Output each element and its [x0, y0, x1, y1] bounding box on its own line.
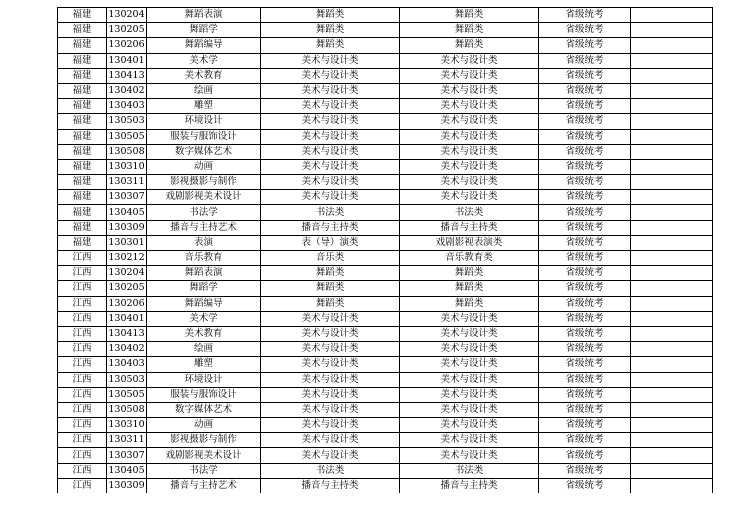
subcategory-cell: 美术与设计类 [400, 114, 539, 129]
major-code-cell: 130310 [107, 418, 147, 433]
table-row [58, 53, 713, 68]
remark-cell [631, 83, 713, 98]
subcategory-cell: 美术与设计类 [400, 448, 539, 463]
subcategory-cell: 戏剧影视表演类 [400, 235, 539, 250]
major-code-cell: 130401 [107, 311, 147, 326]
table-row [58, 220, 713, 235]
subcategory-cell: 舞蹈类 [400, 8, 539, 23]
table-row [58, 372, 713, 387]
province-cell: 福建 [58, 83, 107, 98]
major-code-cell: 130311 [107, 175, 147, 190]
exam-type-cell: 省级统考 [539, 402, 631, 417]
major-name-cell: 音乐教育 [147, 251, 261, 266]
category-cell: 美术与设计类 [261, 387, 400, 402]
remark-cell [631, 266, 713, 281]
remark-cell [631, 114, 713, 129]
province-cell: 江西 [58, 251, 107, 266]
subcategory-cell: 美术与设计类 [400, 175, 539, 190]
exam-type-cell: 省级统考 [539, 478, 631, 493]
major-name-cell: 服装与服饰设计 [147, 387, 261, 402]
table-row [58, 251, 713, 266]
category-cell: 美术与设计类 [261, 129, 400, 144]
remark-cell [631, 251, 713, 266]
major-name-cell: 雕塑 [147, 357, 261, 372]
major-name-cell: 书法学 [147, 463, 261, 478]
exam-type-cell: 省级统考 [539, 190, 631, 205]
table-row [58, 99, 713, 114]
category-cell: 美术与设计类 [261, 175, 400, 190]
category-cell: 美术与设计类 [261, 448, 400, 463]
exam-type-cell: 省级统考 [539, 83, 631, 98]
remark-cell [631, 387, 713, 402]
major-code-cell: 130405 [107, 205, 147, 220]
category-cell: 美术与设计类 [261, 402, 400, 417]
table-row [58, 205, 713, 220]
remark-cell [631, 296, 713, 311]
remark-cell [631, 159, 713, 174]
major-name-cell: 播音与主持艺术 [147, 478, 261, 493]
major-code-cell: 130309 [107, 478, 147, 493]
major-code-cell: 130205 [107, 281, 147, 296]
exam-type-cell: 省级统考 [539, 23, 631, 38]
table-row [58, 83, 713, 98]
remark-cell [631, 68, 713, 83]
remark-cell [631, 205, 713, 220]
table-row [58, 448, 713, 463]
category-cell: 播音与主持类 [261, 220, 400, 235]
remark-cell [631, 8, 713, 23]
major-name-cell: 动画 [147, 418, 261, 433]
exam-type-cell: 省级统考 [539, 114, 631, 129]
province-cell: 福建 [58, 129, 107, 144]
subcategory-cell: 美术与设计类 [400, 433, 539, 448]
category-cell: 美术与设计类 [261, 326, 400, 341]
major-code-cell: 130204 [107, 8, 147, 23]
province-cell: 福建 [58, 53, 107, 68]
exam-type-cell: 省级统考 [539, 296, 631, 311]
category-cell: 美术与设计类 [261, 190, 400, 205]
table-row [58, 23, 713, 38]
major-code-cell: 130311 [107, 433, 147, 448]
subcategory-cell: 美术与设计类 [400, 402, 539, 417]
table-row [58, 281, 713, 296]
table-row [58, 8, 713, 23]
remark-cell [631, 326, 713, 341]
province-cell: 福建 [58, 220, 107, 235]
exam-type-cell: 省级统考 [539, 433, 631, 448]
exam-type-cell: 省级统考 [539, 220, 631, 235]
subcategory-cell: 美术与设计类 [400, 129, 539, 144]
remark-cell [631, 478, 713, 493]
major-code-cell: 130508 [107, 144, 147, 159]
category-cell: 舞蹈类 [261, 266, 400, 281]
category-cell: 美术与设计类 [261, 99, 400, 114]
major-code-cell: 130310 [107, 159, 147, 174]
remark-cell [631, 99, 713, 114]
subcategory-cell: 美术与设计类 [400, 190, 539, 205]
major-code-cell: 130402 [107, 83, 147, 98]
remark-cell [631, 235, 713, 250]
province-cell: 江西 [58, 326, 107, 341]
major-code-cell: 130413 [107, 68, 147, 83]
table-row [58, 38, 713, 53]
table-row [58, 478, 713, 493]
category-cell: 美术与设计类 [261, 433, 400, 448]
major-code-cell: 130402 [107, 342, 147, 357]
table-row [58, 159, 713, 174]
remark-cell [631, 448, 713, 463]
remark-cell [631, 372, 713, 387]
subcategory-cell: 美术与设计类 [400, 372, 539, 387]
table-row [58, 175, 713, 190]
major-name-cell: 舞蹈学 [147, 281, 261, 296]
province-cell: 福建 [58, 68, 107, 83]
subcategory-cell: 播音与主持类 [400, 220, 539, 235]
table-row [58, 387, 713, 402]
province-cell: 福建 [58, 114, 107, 129]
province-cell: 江西 [58, 463, 107, 478]
province-cell: 福建 [58, 23, 107, 38]
subcategory-cell: 美术与设计类 [400, 387, 539, 402]
major-name-cell: 环境设计 [147, 372, 261, 387]
subcategory-cell: 美术与设计类 [400, 83, 539, 98]
major-name-cell: 美术学 [147, 311, 261, 326]
major-name-cell: 舞蹈表演 [147, 8, 261, 23]
category-cell: 舞蹈类 [261, 8, 400, 23]
major-name-cell: 戏剧影视美术设计 [147, 190, 261, 205]
exam-type-cell: 省级统考 [539, 311, 631, 326]
table-body [58, 8, 713, 494]
major-code-cell: 130405 [107, 463, 147, 478]
province-cell: 江西 [58, 311, 107, 326]
subcategory-cell: 舞蹈类 [400, 281, 539, 296]
province-cell: 福建 [58, 144, 107, 159]
major-code-cell: 130204 [107, 266, 147, 281]
remark-cell [631, 311, 713, 326]
major-name-cell: 数字媒体艺术 [147, 144, 261, 159]
exam-type-cell: 省级统考 [539, 38, 631, 53]
province-cell: 江西 [58, 448, 107, 463]
category-cell: 美术与设计类 [261, 144, 400, 159]
subcategory-cell: 播音与主持类 [400, 478, 539, 493]
province-cell: 福建 [58, 8, 107, 23]
province-cell: 江西 [58, 402, 107, 417]
exam-type-cell: 省级统考 [539, 129, 631, 144]
subcategory-cell: 音乐教育类 [400, 251, 539, 266]
exam-type-cell: 省级统考 [539, 326, 631, 341]
major-name-cell: 环境设计 [147, 114, 261, 129]
table-row [58, 129, 713, 144]
remark-cell [631, 418, 713, 433]
exam-type-cell: 省级统考 [539, 372, 631, 387]
province-cell: 福建 [58, 205, 107, 220]
remark-cell [631, 23, 713, 38]
subcategory-cell: 舞蹈类 [400, 38, 539, 53]
table-row [58, 266, 713, 281]
category-cell: 美术与设计类 [261, 357, 400, 372]
subcategory-cell: 美术与设计类 [400, 326, 539, 341]
major-code-cell: 130212 [107, 251, 147, 266]
province-cell: 江西 [58, 478, 107, 493]
category-cell: 美术与设计类 [261, 114, 400, 129]
province-cell: 江西 [58, 266, 107, 281]
major-code-cell: 130206 [107, 296, 147, 311]
exam-type-cell: 省级统考 [539, 448, 631, 463]
remark-cell [631, 38, 713, 53]
province-cell: 福建 [58, 159, 107, 174]
exam-type-cell: 省级统考 [539, 144, 631, 159]
major-code-cell: 130301 [107, 235, 147, 250]
subcategory-cell: 美术与设计类 [400, 99, 539, 114]
province-cell: 江西 [58, 433, 107, 448]
subcategory-cell: 美术与设计类 [400, 159, 539, 174]
exam-type-cell: 省级统考 [539, 8, 631, 23]
major-name-cell: 舞蹈学 [147, 23, 261, 38]
category-cell: 美术与设计类 [261, 372, 400, 387]
subcategory-cell: 美术与设计类 [400, 418, 539, 433]
table-row [58, 144, 713, 159]
exam-type-cell: 省级统考 [539, 68, 631, 83]
remark-cell [631, 53, 713, 68]
category-cell: 舞蹈类 [261, 281, 400, 296]
category-cell: 播音与主持类 [261, 478, 400, 493]
province-cell: 福建 [58, 190, 107, 205]
exam-type-cell: 省级统考 [539, 251, 631, 266]
exam-type-cell: 省级统考 [539, 159, 631, 174]
major-name-cell: 美术教育 [147, 68, 261, 83]
major-name-cell: 表演 [147, 235, 261, 250]
province-cell: 江西 [58, 387, 107, 402]
table-row [58, 311, 713, 326]
subcategory-cell: 美术与设计类 [400, 357, 539, 372]
category-cell: 美术与设计类 [261, 159, 400, 174]
subcategory-cell: 美术与设计类 [400, 68, 539, 83]
major-name-cell: 戏剧影视美术设计 [147, 448, 261, 463]
category-cell: 美术与设计类 [261, 342, 400, 357]
remark-cell [631, 342, 713, 357]
major-code-cell: 130503 [107, 372, 147, 387]
province-cell: 江西 [58, 281, 107, 296]
table-row [58, 235, 713, 250]
category-cell: 美术与设计类 [261, 53, 400, 68]
major-code-cell: 130307 [107, 190, 147, 205]
major-name-cell: 舞蹈编导 [147, 296, 261, 311]
major-name-cell: 美术学 [147, 53, 261, 68]
major-code-cell: 130401 [107, 53, 147, 68]
subcategory-cell: 舞蹈类 [400, 23, 539, 38]
subcategory-cell: 美术与设计类 [400, 311, 539, 326]
major-code-cell: 130307 [107, 448, 147, 463]
exam-type-cell: 省级统考 [539, 418, 631, 433]
table-row [58, 68, 713, 83]
major-name-cell: 绘画 [147, 83, 261, 98]
province-cell: 福建 [58, 235, 107, 250]
subcategory-cell: 舞蹈类 [400, 296, 539, 311]
category-cell: 美术与设计类 [261, 83, 400, 98]
category-cell: 美术与设计类 [261, 418, 400, 433]
subcategory-cell: 舞蹈类 [400, 266, 539, 281]
major-name-cell: 服装与服饰设计 [147, 129, 261, 144]
category-cell: 舞蹈类 [261, 23, 400, 38]
remark-cell [631, 357, 713, 372]
exam-type-cell: 省级统考 [539, 235, 631, 250]
exam-type-cell: 省级统考 [539, 342, 631, 357]
table-row [58, 402, 713, 417]
category-cell: 书法类 [261, 463, 400, 478]
category-cell: 舞蹈类 [261, 296, 400, 311]
major-name-cell: 舞蹈编导 [147, 38, 261, 53]
category-cell: 音乐类 [261, 251, 400, 266]
exam-category-table [57, 7, 713, 493]
exam-type-cell: 省级统考 [539, 53, 631, 68]
exam-type-cell: 省级统考 [539, 266, 631, 281]
province-cell: 江西 [58, 372, 107, 387]
province-cell: 江西 [58, 418, 107, 433]
exam-type-cell: 省级统考 [539, 357, 631, 372]
remark-cell [631, 190, 713, 205]
category-cell: 舞蹈类 [261, 38, 400, 53]
table-row [58, 418, 713, 433]
province-cell: 福建 [58, 175, 107, 190]
major-code-cell: 130505 [107, 387, 147, 402]
exam-type-cell: 省级统考 [539, 281, 631, 296]
subcategory-cell: 书法类 [400, 205, 539, 220]
major-code-cell: 130508 [107, 402, 147, 417]
major-name-cell: 影视摄影与制作 [147, 433, 261, 448]
table-row [58, 463, 713, 478]
remark-cell [631, 144, 713, 159]
table-row [58, 114, 713, 129]
province-cell: 江西 [58, 296, 107, 311]
remark-cell [631, 463, 713, 478]
exam-type-cell: 省级统考 [539, 387, 631, 402]
table-row [58, 296, 713, 311]
major-name-cell: 动画 [147, 159, 261, 174]
subcategory-cell: 美术与设计类 [400, 53, 539, 68]
category-cell: 表（导）演类 [261, 235, 400, 250]
category-cell: 美术与设计类 [261, 311, 400, 326]
remark-cell [631, 281, 713, 296]
table-row [58, 357, 713, 372]
major-name-cell: 雕塑 [147, 99, 261, 114]
remark-cell [631, 402, 713, 417]
major-name-cell: 书法学 [147, 205, 261, 220]
major-name-cell: 播音与主持艺术 [147, 220, 261, 235]
table-row [58, 326, 713, 341]
remark-cell [631, 433, 713, 448]
category-cell: 美术与设计类 [261, 68, 400, 83]
exam-type-cell: 省级统考 [539, 99, 631, 114]
subcategory-cell: 书法类 [400, 463, 539, 478]
subcategory-cell: 美术与设计类 [400, 144, 539, 159]
major-name-cell: 绘画 [147, 342, 261, 357]
exam-type-cell: 省级统考 [539, 175, 631, 190]
major-name-cell: 数字媒体艺术 [147, 402, 261, 417]
major-code-cell: 130413 [107, 326, 147, 341]
remark-cell [631, 220, 713, 235]
subcategory-cell: 美术与设计类 [400, 342, 539, 357]
major-code-cell: 130505 [107, 129, 147, 144]
exam-type-cell: 省级统考 [539, 463, 631, 478]
major-code-cell: 130403 [107, 99, 147, 114]
table-row [58, 190, 713, 205]
major-name-cell: 影视摄影与制作 [147, 175, 261, 190]
exam-type-cell: 省级统考 [539, 205, 631, 220]
province-cell: 福建 [58, 38, 107, 53]
remark-cell [631, 129, 713, 144]
major-code-cell: 130309 [107, 220, 147, 235]
category-cell: 书法类 [261, 205, 400, 220]
remark-cell [631, 175, 713, 190]
province-cell: 江西 [58, 342, 107, 357]
major-code-cell: 130205 [107, 23, 147, 38]
major-name-cell: 舞蹈表演 [147, 266, 261, 281]
province-cell: 福建 [58, 99, 107, 114]
major-code-cell: 130206 [107, 38, 147, 53]
table-row [58, 342, 713, 357]
major-code-cell: 130403 [107, 357, 147, 372]
table-row [58, 433, 713, 448]
major-name-cell: 美术教育 [147, 326, 261, 341]
province-cell: 江西 [58, 357, 107, 372]
major-code-cell: 130503 [107, 114, 147, 129]
